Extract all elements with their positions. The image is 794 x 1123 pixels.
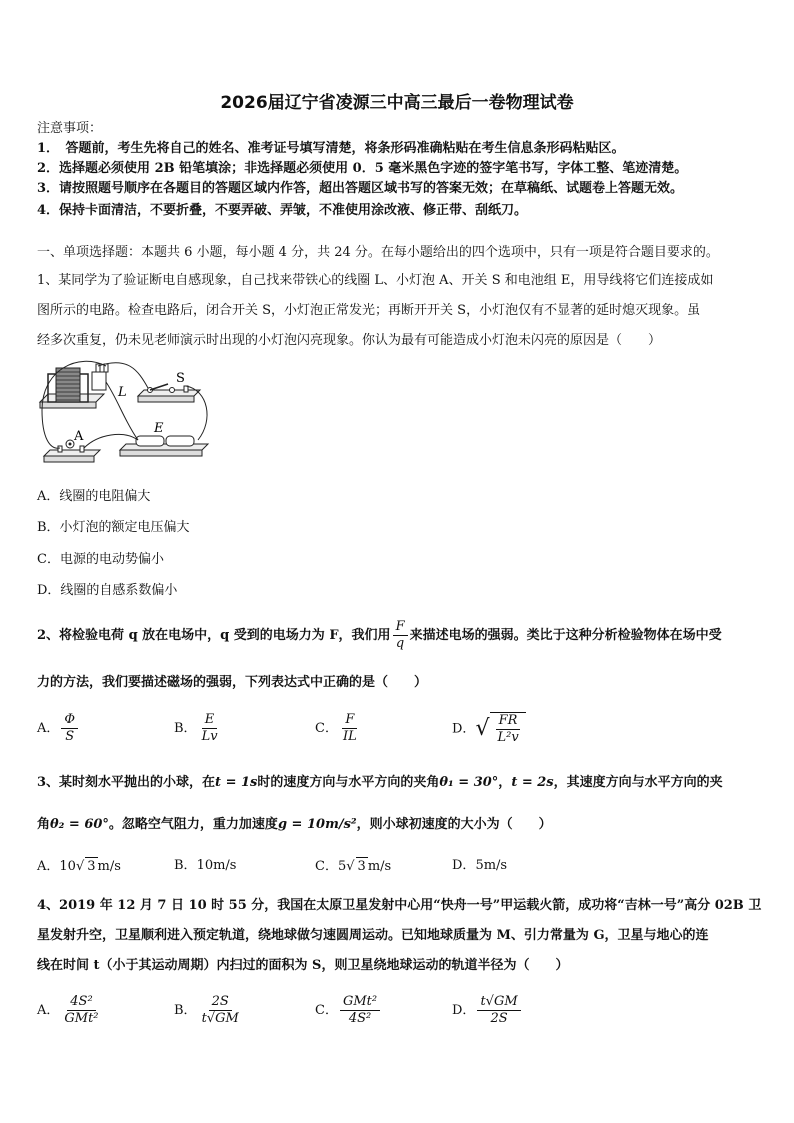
q3-gravity: g = 10m/s² (277, 817, 357, 832)
frac-num: E (202, 712, 218, 729)
frac-den: S (65, 729, 75, 744)
frac-den: L²v (497, 730, 519, 745)
option-radicand: 3 (357, 859, 366, 874)
q1-line-3: 经多次重复，仍未见老师演示时出现的小灯泡闪亮现象。你认为最有可能造成小灯泡未闪亮的原因是（ ） (37, 333, 662, 348)
q1-option-a: A．线圈的电阻偏大 (37, 489, 151, 504)
frac-den: IL (342, 729, 357, 744)
option-label: B． (174, 858, 197, 873)
q2-option-a (37, 712, 80, 745)
coil-label-L: L (118, 385, 127, 400)
q3-time-1: t = 1s (215, 775, 258, 790)
q3-text: 时的速度方向与水平方向的夹角 (257, 775, 440, 790)
option-label: C． (315, 859, 338, 874)
q3-option-d (452, 857, 507, 875)
notice-item-3: 3．请按照题号顺序在各题目的答题区域内作答，超出答题区域书写的答案无效；在草稿纸、试题卷上答题无效。 (37, 181, 684, 196)
frac-num: Φ (61, 712, 78, 729)
circuit-figure (38, 360, 216, 470)
q2-option-b (174, 712, 223, 745)
option-unit: m/s (367, 859, 392, 874)
battery-label-E: E (154, 421, 164, 436)
q1-option-c: C．电源的电动势偏小 (37, 552, 164, 567)
option-label: A． (37, 1003, 60, 1018)
frac-num: 2S (209, 994, 232, 1011)
q4-option-b (174, 994, 244, 1027)
frac-num: F (393, 619, 408, 636)
q4-option-d (452, 994, 523, 1027)
frac-den: 4S² (348, 1011, 372, 1026)
q3-angle-2: θ₂ = 60° (50, 817, 109, 832)
q1-line-1: 1、某同学为了验证断电自感现象，自己找来带铁心的线圈 L、小灯泡 A、开关 S 和电池组 E，用导线将它们连接成如 (37, 273, 714, 288)
option-unit: m/s (97, 859, 121, 874)
q3-time-2: t = 2s (511, 775, 554, 790)
option-fraction (340, 994, 380, 1027)
frac-den: 2S (490, 1011, 508, 1026)
frac-num: F (342, 712, 357, 729)
option-fraction (494, 713, 521, 746)
option-fraction (199, 712, 221, 745)
q1-option-d: D．线圈的自感系数偏小 (37, 583, 178, 598)
q3-option-a: A．10√ 3 m/s (37, 859, 121, 874)
q4-line-3: 线在时间 t（小于其运动周期）内扫过的面积为 S，则卫星绕地球运动的轨道半径为（ ） (37, 958, 569, 973)
option-fraction (340, 712, 360, 745)
frac-num: FR (496, 713, 521, 730)
section-heading: 一、单项选择题：本题共 6 小题，每小题 4 分，共 24 分。在每小题给出的四个选项中，只有一项是符合题目要求的。 (37, 245, 719, 260)
option-label: B． (174, 1003, 197, 1018)
frac-num: 4S² (67, 994, 95, 1011)
option-fraction (199, 994, 242, 1027)
q3-text: 角 (37, 817, 51, 832)
option-radicand: 3 (87, 859, 96, 874)
q3-text: ， (498, 775, 512, 790)
q2-line-1 (37, 618, 759, 654)
option-label: D． (452, 1003, 476, 1018)
q4-line-1: 4、2019 年 12 月 7 日 10 时 55 分，我国在太原卫星发射中心用“快舟一号”甲运载火箭，成功将“吉林一号”高分 02B 卫 (37, 898, 762, 913)
q2-line-2: 力的方法，我们要描述磁场的强弱，下列表达式中正确的是（ ） (37, 675, 428, 690)
option-label: B． (174, 721, 197, 736)
q3-line-1 (37, 774, 759, 792)
switch-label-S: S (176, 371, 185, 386)
q3-text: ，其速度方向与水平方向的夹 (553, 775, 723, 790)
option-value: 5m/s (475, 858, 508, 873)
q3-option-b (174, 857, 236, 875)
q4-option-c (315, 994, 382, 1027)
option-label: D． (452, 858, 476, 873)
q2-fraction-F-over-q (393, 619, 408, 652)
page-title: 2026届辽宁省凌源三中高三最后一卷物理试卷 (220, 93, 574, 113)
frac-den: GMt² (64, 1011, 99, 1026)
q3-text: ，则小球初速度的大小为（ ） (356, 817, 552, 832)
frac-den: q (395, 636, 405, 651)
q2-text-before: 2、将检验电荷 q 放在电场中，q 受到的电场力为 F，我们用 (37, 628, 391, 643)
option-fraction (61, 994, 101, 1027)
q1-option-b: B．小灯泡的额定电压偏大 (37, 520, 190, 535)
frac-num: t√GM (477, 994, 520, 1011)
lamp-label-A: A (74, 429, 84, 444)
q3-angle-1: θ₁ = 30° (439, 775, 499, 790)
option-value: 10 (59, 859, 76, 874)
option-fraction (477, 994, 520, 1027)
notice-item-1: 1． 答题前，考生先将自己的姓名、准考证号填写清楚，将条形码准确粘贴在考生信息条形码粘贴区。 (37, 141, 625, 156)
option-value: 5 (337, 859, 347, 874)
frac-den: Lv (201, 729, 218, 744)
notice-item-2: 2．选择题必须使用 2B 铅笔填涂；非选择题必须使用 0．5 毫米黑色字迹的签字笔书写，字体工整、笔迹清楚。 (37, 161, 688, 176)
option-label: C． (315, 1003, 338, 1018)
option-value: 10m/s (196, 858, 237, 873)
notice-item-4: 4．保持卡面清洁，不要折叠，不要弄破、弄皱，不准使用涂改液、修正带、刮纸刀。 (37, 203, 528, 218)
q3-text: 。忽略空气阻力，重力加速度 (108, 817, 278, 832)
q2-option-c (315, 712, 362, 745)
q1-line-2: 图所示的电路。检查电路后，闭合开关 S，小灯泡正常发光；再断开开关 S，小灯泡仅有不显著的延时熄灭现象。虽 (37, 303, 701, 318)
option-label: C． (315, 721, 338, 736)
option-label: D． (452, 721, 476, 737)
q4-line-2: 星发射升空，卫星顺利进入预定轨道，绕地球做匀速圆周运动。已知地球质量为 M、引力常量为 G，卫星与地心的连 (37, 928, 709, 943)
option-fraction (61, 712, 78, 745)
option-label: A． (37, 859, 60, 874)
q4-option-a (37, 994, 104, 1027)
q2-text-after: 来描述电场的强弱。类比于这种分析检验物体在场中受 (409, 628, 722, 643)
frac-den: t√GM (201, 1011, 239, 1026)
q3-line-2 (37, 816, 759, 834)
q3-option-c: C．5√ 3 m/s (315, 859, 392, 874)
q3-text: 3、某时刻水平抛出的小球，在 (37, 775, 216, 790)
q2-option-d: D．√ $\frac{FR}{\text{L²v}}$ (452, 712, 526, 746)
option-label: A． (37, 721, 60, 736)
frac-num: GMt² (340, 994, 380, 1011)
notice-heading: 注意事项： (37, 121, 103, 136)
